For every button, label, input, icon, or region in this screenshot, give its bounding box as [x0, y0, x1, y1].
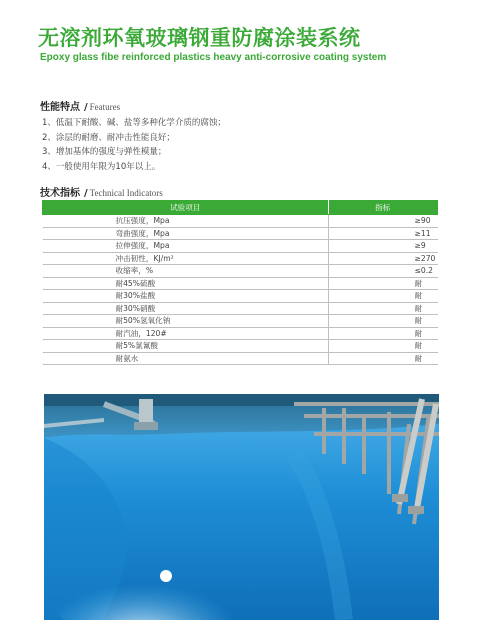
table-cell-value: 耐 — [328, 277, 438, 290]
table-cell-item: 弯曲强度，Mpa — [43, 227, 329, 240]
list-item: 2、涂层的耐磨、耐冲击性能良好； — [42, 132, 175, 143]
table-cell-value: ≥90 — [328, 215, 438, 228]
table-row — [43, 265, 438, 278]
table-row — [43, 340, 438, 353]
indicators-heading-cn: 技术指标 — [40, 188, 80, 199]
table-cell-item: 冲击韧性，KJ/m² — [43, 252, 329, 265]
table-cell-item: 耐5%氯氰酸 — [43, 340, 329, 353]
features-heading — [40, 98, 120, 113]
indicators-heading-en: Technical Indicators — [89, 188, 163, 198]
table-row — [43, 240, 438, 253]
table-row — [43, 302, 438, 315]
table-cell-item: 拉伸强度，Mpa — [43, 240, 329, 253]
page-subtitle: Epoxy glass fibe reinforced plastics heavy anti-corrosive coating system — [40, 52, 387, 63]
list-item: 3、增加基体的强度与弹性模量； — [42, 147, 167, 157]
table-cell-value: 耐 — [328, 302, 438, 315]
table-row — [43, 277, 438, 290]
table-cell-value: ≥11 — [328, 227, 438, 240]
table-cell-item: 耐氨水 — [43, 352, 329, 365]
table-cell-value: ≥9 — [328, 240, 438, 253]
table-cell-item: 耐30%硝酸 — [43, 302, 329, 315]
page-title: 无溶剂环氧玻璃钢重防腐涂装系统 — [38, 26, 361, 50]
table-cell-item: 耐汽油，120# — [43, 327, 329, 340]
table-cell-value: 耐 — [328, 290, 438, 303]
table-row — [43, 215, 438, 228]
table-row — [43, 352, 438, 365]
heading-slash: / — [84, 188, 88, 199]
table-cell-value: ≥270 — [328, 252, 438, 265]
table-cell-value: 耐 — [328, 315, 438, 328]
table-cell-value: 耐 — [328, 352, 438, 365]
table-cell-item: 耐45%硫酸 — [43, 277, 329, 290]
indicators-heading — [40, 184, 163, 199]
indicators-table — [42, 200, 438, 365]
table-row — [43, 252, 438, 265]
table-row — [43, 327, 438, 340]
heading-slash: / — [84, 102, 88, 113]
table-cell-item: 收缩率，% — [43, 265, 329, 278]
list-item: 1、低温下耐酸、碱、盐等多种化学介质的腐蚀； — [42, 118, 226, 128]
table-cell-item: 抗压强度，Mpa — [43, 215, 329, 228]
column-header-test-item: 试验项目 — [43, 201, 329, 215]
table-cell-value: ≤0.2 — [328, 265, 438, 278]
table-cell-value: 耐 — [328, 327, 438, 340]
features-list — [42, 116, 226, 174]
table-row — [43, 315, 438, 328]
table-cell-item: 耐50%氢氧化钠 — [43, 315, 329, 328]
features-heading-en: Features — [89, 102, 121, 112]
coated-floor-photo — [44, 394, 439, 620]
table-cell-value: 耐 — [328, 340, 438, 353]
list-item: 4、一般使用年限为10年以上。 — [42, 161, 161, 172]
table-row — [43, 290, 438, 303]
features-heading-cn: 性能特点 — [40, 102, 80, 113]
table-row — [43, 227, 438, 240]
column-header-indicator: 指标 — [328, 201, 438, 215]
table-cell-item: 耐30%盐酸 — [43, 290, 329, 303]
table-header-row — [43, 201, 438, 215]
